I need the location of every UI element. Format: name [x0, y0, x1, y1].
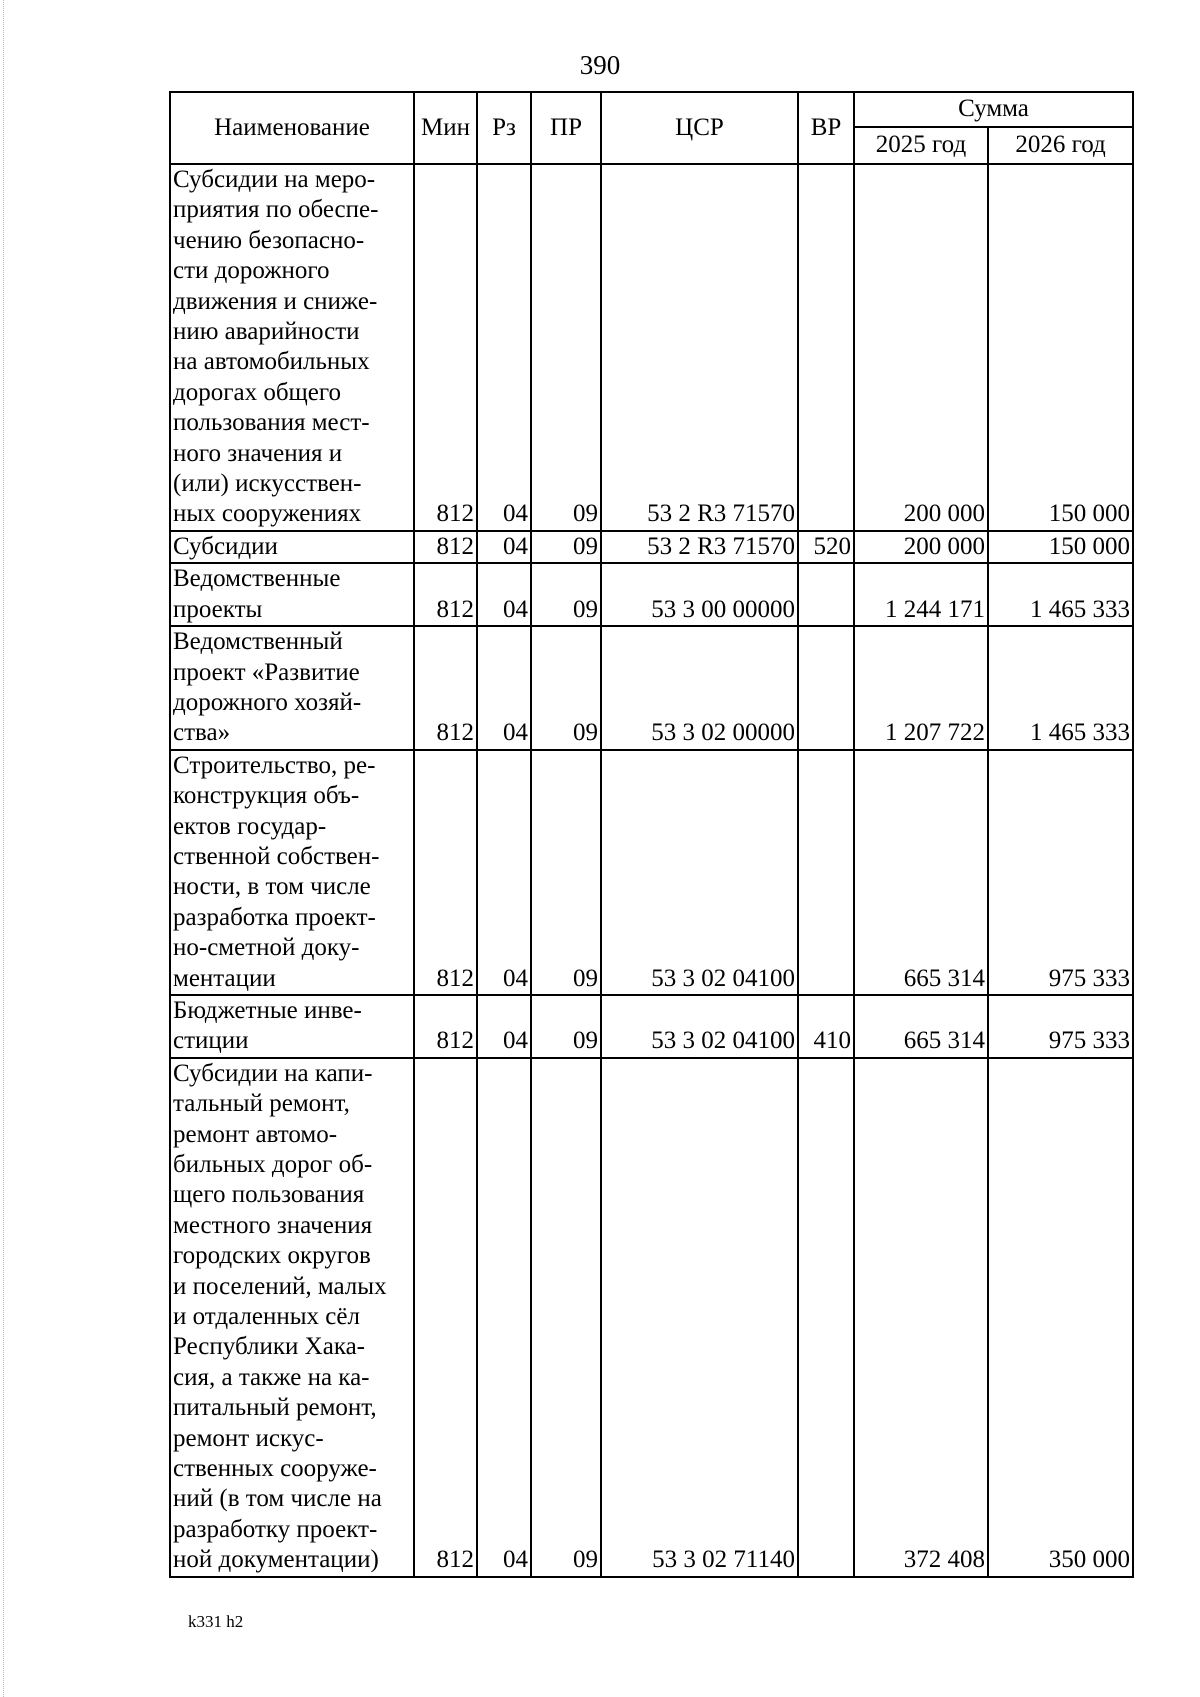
cell-csr: 53 3 02 00000	[601, 626, 798, 750]
cell-min: 812	[414, 1058, 477, 1577]
cell-sum-2025: 372 408	[854, 1058, 988, 1577]
header-sum: Сумма	[854, 92, 1133, 127]
table-row	[170, 1058, 1133, 1577]
header-year-2025: 2025 год	[854, 127, 988, 164]
cell-rz: 04	[477, 750, 531, 995]
cell-vr	[798, 626, 854, 750]
cell-rz: 04	[477, 626, 531, 750]
cell-vr	[798, 750, 854, 995]
cell-min: 812	[414, 531, 477, 563]
table-row	[170, 750, 1133, 995]
cell-vr	[798, 164, 854, 531]
header-rz: Рз	[477, 92, 531, 164]
cell-pr: 09	[531, 995, 601, 1058]
table-row	[170, 626, 1133, 750]
cell-csr: 53 3 02 04100	[601, 750, 798, 995]
cell-pr: 09	[531, 750, 601, 995]
cell-sum-2025: 1 244 171	[854, 563, 988, 626]
cell-csr: 53 3 02 04100	[601, 995, 798, 1058]
cell-rz: 04	[477, 164, 531, 531]
cell-pr: 09	[531, 531, 601, 563]
header-year-2026: 2026 год	[988, 127, 1133, 164]
cell-rz: 04	[477, 1058, 531, 1577]
table-row	[170, 164, 1133, 531]
cell-min: 812	[414, 750, 477, 995]
cell-sum-2026: 150 000	[988, 164, 1133, 531]
header-pr: ПР	[531, 92, 601, 164]
scan-margin-line	[3, 0, 5, 1697]
cell-sum-2025: 200 000	[854, 164, 988, 531]
cell-sum-2025: 200 000	[854, 531, 988, 563]
cell-sum-2026: 150 000	[988, 531, 1133, 563]
cell-name: Ведомственные проекты	[170, 563, 414, 626]
cell-pr: 09	[531, 563, 601, 626]
table-body	[170, 164, 1133, 1577]
cell-vr	[798, 563, 854, 626]
cell-rz: 04	[477, 531, 531, 563]
cell-min: 812	[414, 164, 477, 531]
footer-code: k331 h2	[188, 1612, 244, 1631]
header-csr: ЦСР	[601, 92, 798, 164]
cell-sum-2025: 1 207 722	[854, 626, 988, 750]
cell-sum-2026: 975 333	[988, 995, 1133, 1058]
cell-sum-2026: 1 465 333	[988, 563, 1133, 626]
cell-name: Ведомственный проект «Развитие дорожного хозяй- ства»	[170, 626, 414, 750]
table-row	[170, 563, 1133, 626]
cell-csr: 53 3 02 71140	[601, 1058, 798, 1577]
cell-csr: 53 2 R3 71570	[601, 164, 798, 531]
cell-vr: 410	[798, 995, 854, 1058]
cell-name: Субсидии на капи- тальный ремонт, ремонт автомо- бильных дорог об- щего пользования местного значения городских округов и поселений, малых и отдаленных сёл Республики Хака- сия, а также на ка- питальный ремонт, ремонт искус- ственных сооруже- ний (в том числе на разработку проект- ной документации)	[170, 1058, 414, 1577]
page-number: 390	[579, 50, 621, 80]
header-min: Мин	[414, 92, 477, 164]
cell-sum-2026: 350 000	[988, 1058, 1133, 1577]
header-vr: ВР	[798, 92, 854, 164]
cell-name: Бюджетные инве- стиции	[170, 995, 414, 1058]
cell-sum-2026: 1 465 333	[988, 626, 1133, 750]
cell-pr: 09	[531, 626, 601, 750]
table-row	[170, 995, 1133, 1058]
cell-pr: 09	[531, 164, 601, 531]
table-row	[170, 531, 1133, 563]
cell-pr: 09	[531, 1058, 601, 1577]
cell-sum-2025: 665 314	[854, 750, 988, 995]
cell-sum-2025: 665 314	[854, 995, 988, 1058]
budget-table	[169, 91, 1134, 1578]
cell-min: 812	[414, 563, 477, 626]
cell-rz: 04	[477, 995, 531, 1058]
cell-min: 812	[414, 995, 477, 1058]
cell-csr: 53 2 R3 71570	[601, 531, 798, 563]
cell-sum-2026: 975 333	[988, 750, 1133, 995]
header-name: Наименование	[170, 92, 414, 164]
cell-name: Субсидии на меро- приятия по обеспе- чению безопасно- сти дорожного движения и сниже- нию аварийности на автомобильных дорогах общего пользования мест- ного значения и (или) искусствен- ных сооружениях	[170, 164, 414, 531]
cell-min: 812	[414, 626, 477, 750]
cell-vr	[798, 1058, 854, 1577]
cell-name: Строительство, ре- конструкция объ- ектов государ- ственной собствен- ности, в том числе разработка проект- но-сметной доку- ментации	[170, 750, 414, 995]
cell-name: Субсидии	[170, 531, 414, 563]
cell-csr: 53 3 00 00000	[601, 563, 798, 626]
cell-rz: 04	[477, 563, 531, 626]
cell-vr: 520	[798, 531, 854, 563]
